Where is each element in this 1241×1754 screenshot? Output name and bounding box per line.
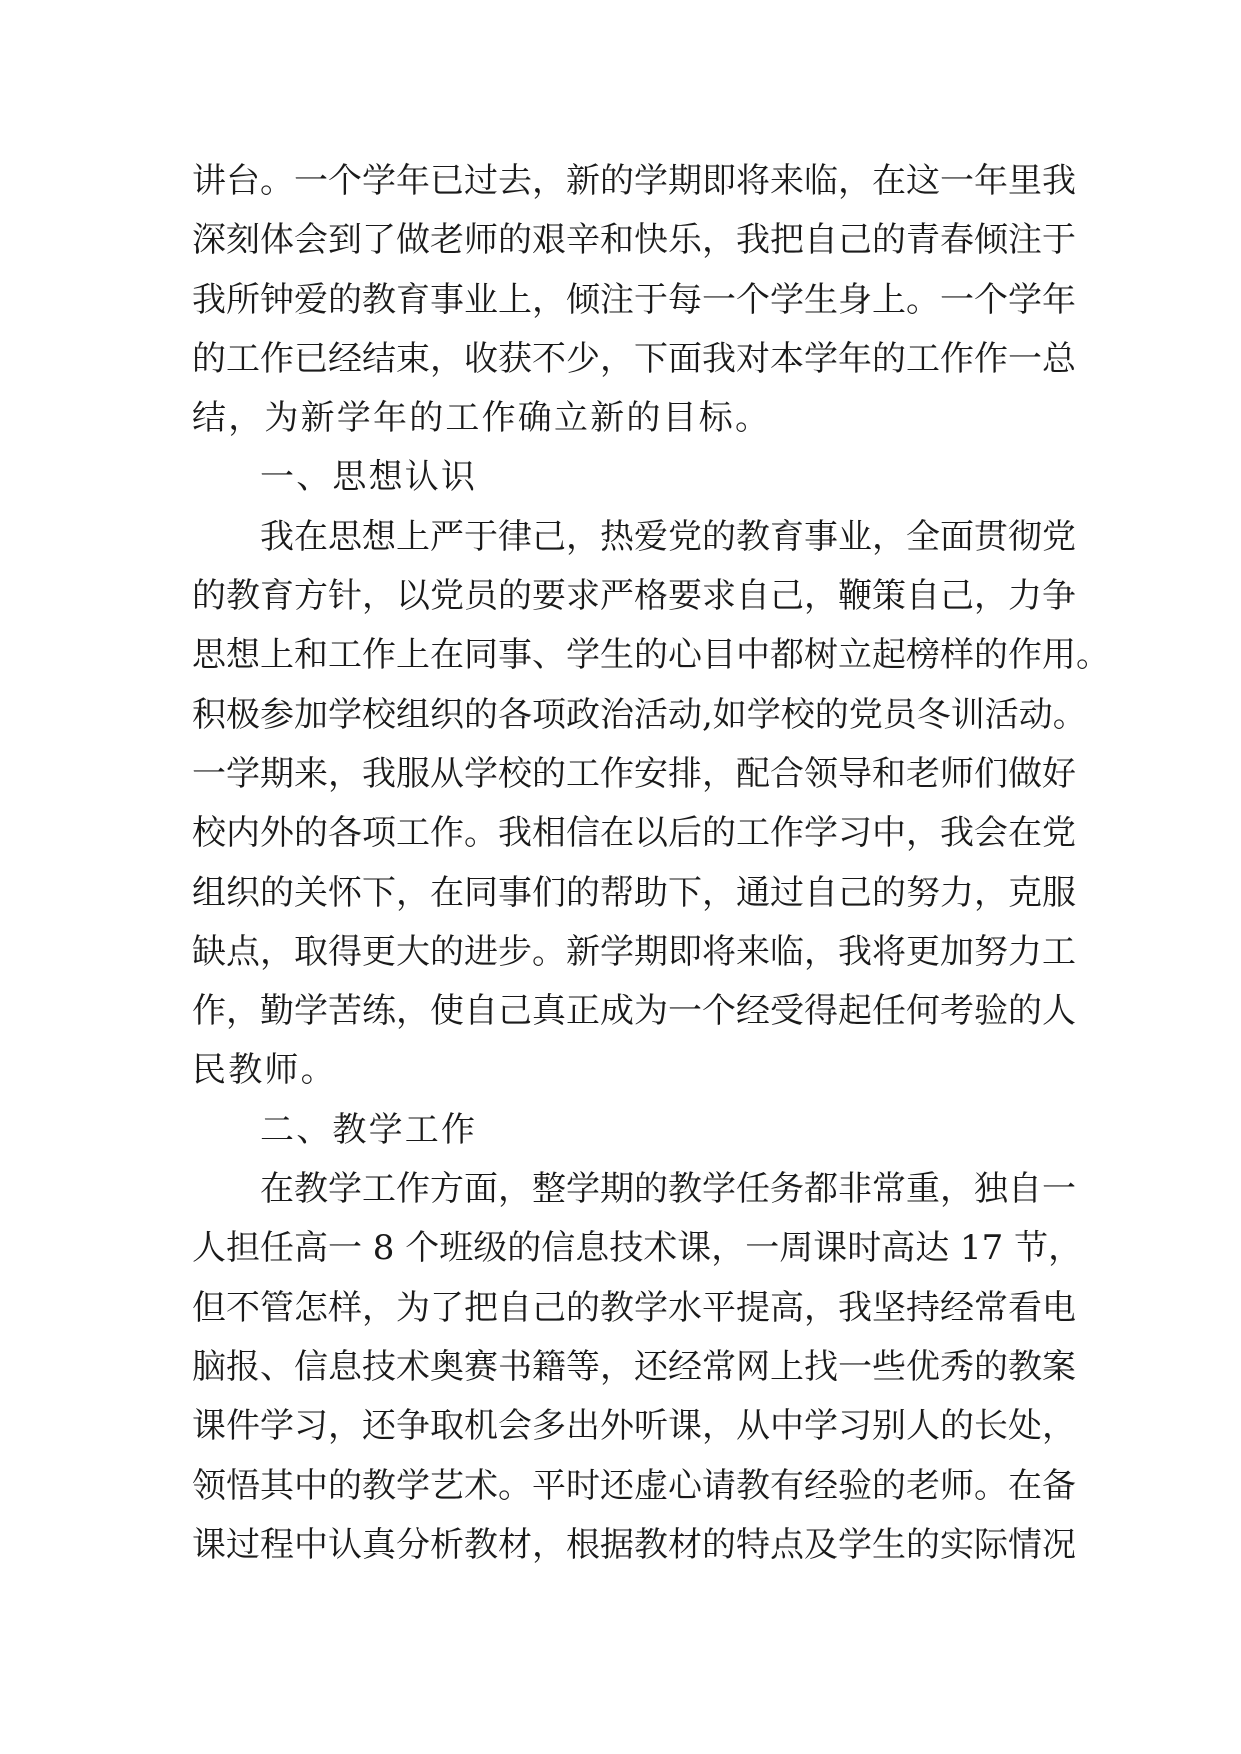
paragraph-line: 的工作已经结束，收获不少，下面我对本学年的工作作一总 [192, 338, 1076, 379]
paragraph-line: 民教师。 [192, 1050, 337, 1091]
paragraph-line: 深刻体会到了做老师的艰辛和快乐，我把自己的青春倾注于 [192, 220, 1076, 261]
paragraph-line: 课过程中认真分析教材，根据教材的特点及学生的实际情况 [192, 1524, 1076, 1565]
paragraph-line: 作，勤学苦练，使自己真正成为一个经受得起任何考验的人 [192, 991, 1076, 1032]
paragraph-line: 在教学工作方面，整学期的教学任务都非常重，独自一 [260, 1169, 1076, 1210]
paragraph-line: 的教育方针，以党员的要求严格要求自己，鞭策自己，力争 [192, 576, 1076, 617]
paragraph-line: 结，为新学年的工作确立新的目标。 [192, 398, 772, 439]
paragraph-line: 脑报、信息技术奥赛书籍等，还经常网上找一些优秀的教案 [192, 1346, 1076, 1387]
paragraph-line: 组织的关怀下，在同事们的帮助下，通过自己的努力，克服 [192, 872, 1076, 913]
paragraph-line: 但不管怎样，为了把自己的教学水平提高，我坚持经常看电 [192, 1287, 1076, 1328]
paragraph-line: 课件学习，还争取机会多出外听课，从中学习别人的长处， [192, 1406, 1076, 1447]
document-body [192, 152, 1110, 1575]
section-heading-teaching: 二、教学工作 [260, 1109, 478, 1150]
paragraph-line: 我所钟爱的教育事业上，倾注于每一个学生身上。一个学年 [192, 279, 1076, 320]
paragraph-line: 人担任高一 8 个班级的信息技术课，一周课时高达 17 节， [192, 1228, 1083, 1269]
paragraph-line: 我在思想上严于律己，热爱党的教育事业，全面贯彻党 [260, 516, 1076, 557]
paragraph-line: 一学期来，我服从学校的工作安排，配合领导和老师们做好 [192, 753, 1076, 794]
paragraph-line: 讲台。一个学年已过去，新的学期即将来临，在这一年里我 [192, 161, 1076, 201]
paragraph-line: 领悟其中的教学艺术。平时还虚心请教有经验的老师。在备 [192, 1465, 1076, 1506]
paragraph-line: 校内外的各项工作。我相信在以后的工作学习中，我会在党 [192, 813, 1076, 854]
paragraph-line: 积极参加学校组织的各项政治活动,如学校的党员冬训活动。 [192, 694, 1087, 735]
paragraph-line: 缺点，取得更大的进步。新学期即将来临，我将更加努力工 [192, 931, 1076, 972]
paragraph-line: 思想上和工作上在同事、学生的心目中都树立起榜样的作用。 [192, 635, 1110, 676]
section-heading-ideology: 一、思想认识 [260, 457, 478, 498]
